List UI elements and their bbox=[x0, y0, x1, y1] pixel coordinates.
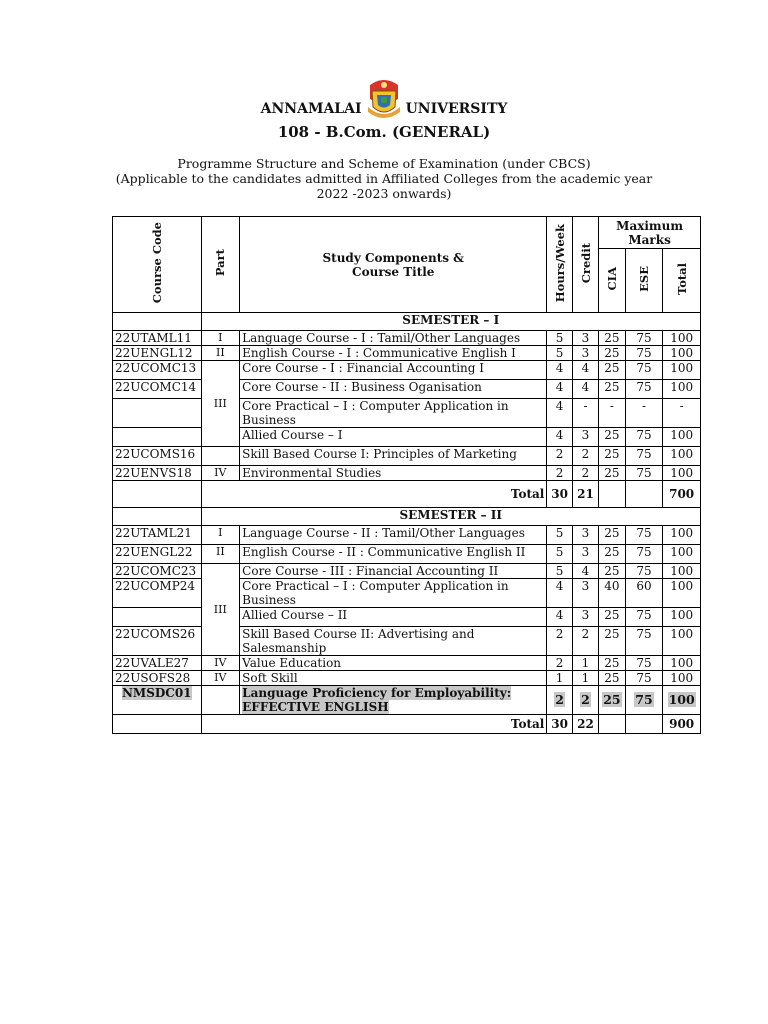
table-row: 22UCOMS16 Skill Based Course I: Principles of Marketing 2 2 25 75 100 bbox=[113, 447, 701, 466]
table-row: 22UENVS18 IV Environmental Studies 2 2 25 75 100 bbox=[113, 466, 701, 481]
table-row: 22UCOMP24 Core Practical – I : Computer Application in Business 4 3 40 60 100 bbox=[113, 579, 701, 608]
scheme-table bbox=[112, 216, 701, 734]
table-row: 22UTAML11 I Language Course - I : Tamil/Other Languages 5 3 25 75 100 bbox=[113, 331, 701, 346]
part-core-cell: III bbox=[201, 361, 240, 447]
table-row: 22UENGL22 II English Course - II : Communicative English II 5 3 25 75 100 bbox=[113, 545, 701, 564]
table-row: Core Practical – I : Computer Application in Business 4 - - - - bbox=[113, 399, 701, 428]
table-row: 22USOFS28 IV Soft Skill 1 1 25 75 100 bbox=[113, 671, 701, 686]
semester-2-label: SEMESTER – II bbox=[201, 508, 701, 526]
header-max-marks: Maximum Marks bbox=[599, 217, 701, 249]
header-ese: ESE bbox=[625, 249, 663, 313]
table-row: 22UCOMC23 III Core Course - III : Financial Accounting II 5 4 25 75 100 bbox=[113, 564, 701, 579]
table-row: 22UCOMS26 Skill Based Course II: Advertising and Salesmanship 2 2 25 75 100 bbox=[113, 627, 701, 656]
subtitle-line-2: (Applicable to the candidates admitted in Affiliated Colleges from the academic year bbox=[115, 171, 653, 186]
subtitle-line-1: Programme Structure and Scheme of Examination (under CBCS) bbox=[177, 156, 591, 171]
header-credit: Credit bbox=[572, 217, 598, 313]
header-cia: CIA bbox=[599, 249, 625, 313]
table-row: 22UVALE27 IV Value Education 2 1 25 75 100 bbox=[113, 656, 701, 671]
header-part: Part bbox=[201, 217, 240, 313]
semester-1-total-row: Total 30 21 700 bbox=[113, 481, 701, 508]
header-course-code: Course Code bbox=[113, 217, 202, 313]
header-study-components: Study Components & Course Title bbox=[240, 217, 547, 313]
university-name-left: ANNAMALAI bbox=[260, 101, 362, 117]
header-hours: Hours/Week bbox=[547, 217, 572, 313]
header-total: Total bbox=[663, 249, 701, 313]
semester-2-total-row: Total 30 22 900 bbox=[113, 715, 701, 734]
subtitle-line-3: 2022 -2023 onwards) bbox=[316, 186, 452, 201]
table-row: 22UCOMC14 Core Course - II : Business Oganisation 4 4 25 75 100 bbox=[113, 380, 701, 399]
semester-1-label: SEMESTER – I bbox=[201, 313, 701, 331]
table-row: 22UCOMC13 III Core Course - I : Financial Accounting I 4 4 25 75 100 bbox=[113, 361, 701, 380]
table-row: Allied Course – I 4 3 25 75 100 bbox=[113, 428, 701, 447]
programme-subtitle bbox=[0, 156, 768, 201]
table-row: 22UENGL12 II English Course - I : Communicative English I 5 3 25 75 100 bbox=[113, 346, 701, 361]
programme-title: 108 - B.Com. (GENERAL) bbox=[277, 123, 491, 141]
table-row: 22UTAML21 I Language Course - II : Tamil/Other Languages 5 3 25 75 100 bbox=[113, 526, 701, 545]
university-name-right: UNIVERSITY bbox=[405, 101, 508, 117]
university-name bbox=[0, 101, 768, 117]
table-row: Allied Course – II 4 3 25 75 100 bbox=[113, 608, 701, 627]
part-core-cell: III bbox=[201, 564, 240, 656]
table-row-highlighted: NMSDC01 Language Proficiency for Employability: EFFECTIVE ENGLISH 2 2 25 75 100 bbox=[113, 686, 701, 715]
